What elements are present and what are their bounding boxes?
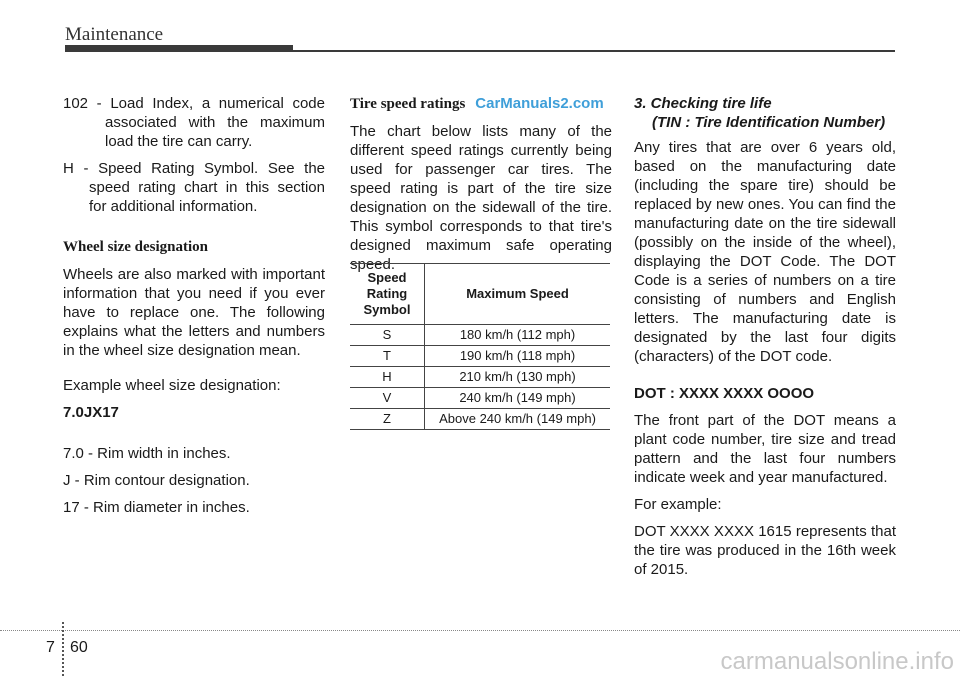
footer-watermark: carmanualsonline.info xyxy=(720,648,954,675)
footer-rule xyxy=(0,630,960,631)
speed-ratings-heading-text: Tire speed ratings xyxy=(350,96,466,112)
example-text: DOT XXXX XXXX 1615 represents that the tire was produced in the 16th week of 2015. xyxy=(634,523,896,578)
footer-divider xyxy=(62,622,64,676)
speed-cell: 210 km/h (130 mph) xyxy=(425,367,611,388)
column-header-symbol: Speed Rating Symbol xyxy=(350,264,425,325)
list-item: J - Rim contour designation. xyxy=(63,472,250,489)
tire-life-heading-line2: (TIN : Tire Identification Number) xyxy=(652,114,886,131)
tire-life-heading-line1: 3. Checking tire life xyxy=(634,95,772,112)
dot-paragraph: The front part of the DOT means a plant code number, tire size and tread pattern and the last four numbers indicate week and year manufactured. xyxy=(634,412,896,486)
symbol-cell: V xyxy=(350,388,425,409)
symbol-cell: S xyxy=(350,325,425,346)
carmanuals-watermark: CarManuals2.com xyxy=(475,95,604,112)
speed-symbol-text: Speed Rating Symbol. See the speed rating chart in this section for additional information. xyxy=(89,160,325,215)
page-number: 60 xyxy=(70,639,88,656)
speed-rating-table xyxy=(350,263,610,430)
section-number: 7 xyxy=(46,639,55,656)
column-header-speed: Maximum Speed xyxy=(425,264,611,325)
table-row xyxy=(350,346,610,367)
table-row xyxy=(350,367,610,388)
speed-cell: 190 km/h (118 mph) xyxy=(425,346,611,367)
example-label: Example wheel size designation: xyxy=(63,377,281,394)
header-rule-thick xyxy=(65,45,293,52)
table-row xyxy=(350,409,610,430)
speed-cell: 240 km/h (149 mph) xyxy=(425,388,611,409)
table-row xyxy=(350,388,610,409)
speed-cell: Above 240 km/h (149 mph) xyxy=(425,409,611,430)
speed-ratings-heading xyxy=(350,94,612,114)
tire-life-heading xyxy=(634,94,896,132)
wheel-size-paragraph: Wheels are also marked with important information that you need if you ever have to replace one. The following explains what the letters and numbers in the wheel size designation mean. xyxy=(63,266,325,359)
load-index-item xyxy=(63,94,325,151)
example-value: 7.0JX17 xyxy=(63,404,119,421)
list-item: 7.0 - Rim width in inches. xyxy=(63,445,231,462)
speed-cell: 180 km/h (112 mph) xyxy=(425,325,611,346)
column-1 xyxy=(63,94,325,525)
table-header-row xyxy=(350,264,610,325)
symbol-cell: Z xyxy=(350,409,425,430)
load-index-code: 102 - xyxy=(63,95,102,112)
load-index-text: Load Index, a numerical code associated with the maximum load the tire can carry. xyxy=(105,95,325,150)
symbol-cell: T xyxy=(350,346,425,367)
table-row xyxy=(350,325,610,346)
speed-symbol-code: H - xyxy=(63,160,89,177)
dot-code: DOT : XXXX XXXX OOOO xyxy=(634,385,815,402)
column-3 xyxy=(634,94,896,587)
header-rule-thin xyxy=(293,50,895,52)
column-2 xyxy=(350,94,612,282)
speed-ratings-paragraph: The chart below lists many of the different speed ratings currently being used for passenger car tires. The speed rating is part of the tire size designation on the sidewall of the tire. This symbol corresponds to that tire's designed maximum safe operating speed. xyxy=(350,123,612,273)
list-item: 17 - Rim diameter in inches. xyxy=(63,499,250,516)
example-label: For example: xyxy=(634,496,722,513)
symbol-cell: H xyxy=(350,367,425,388)
wheel-size-heading: Wheel size designation xyxy=(63,239,208,255)
tire-life-paragraph: Any tires that are over 6 years old, based on the manufacturing date (including the spare tire) should be replaced by new ones. You can find the manufacturing date on the tire sidewall (possibly on the inside of the wheel), displaying the DOT Code. The DOT Code is a series of numbers on a tire consisting of numbers and English letters. The manufacturing date is designated by the last four digits (characters) of the DOT code. xyxy=(634,139,896,365)
page-header-title: Maintenance xyxy=(65,24,164,45)
speed-symbol-item xyxy=(63,159,325,216)
